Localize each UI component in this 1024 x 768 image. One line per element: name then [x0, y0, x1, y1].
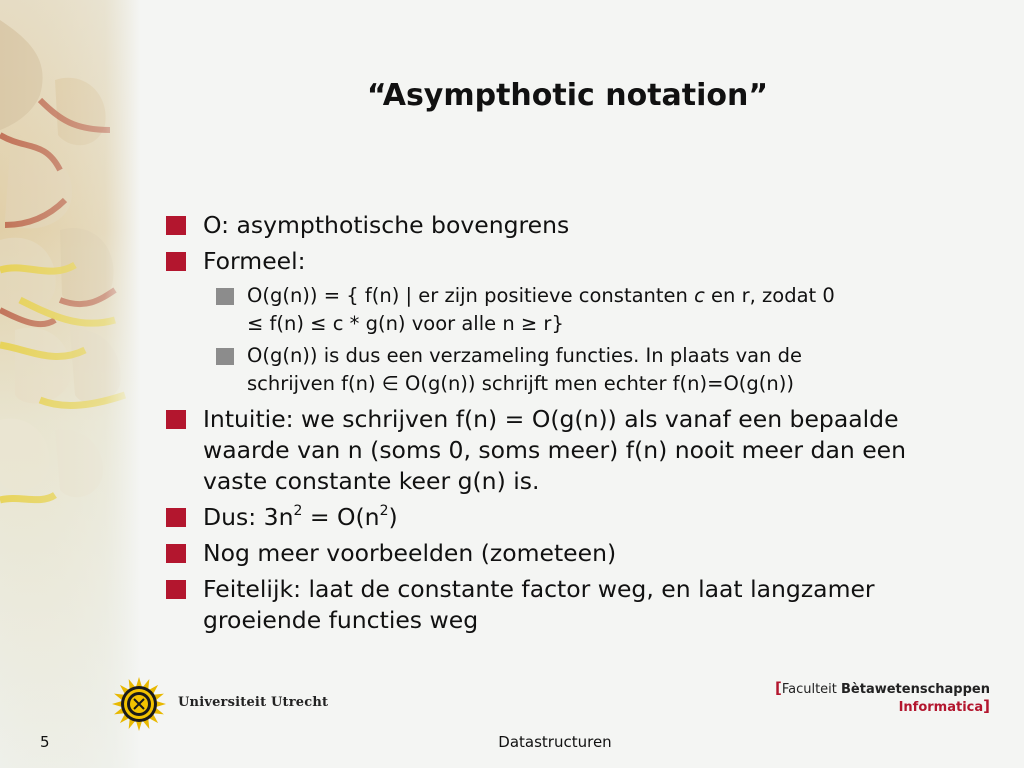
bullet-text: Formeel:: [203, 247, 306, 275]
sub-bullet-text: [247, 284, 835, 335]
bullet-text: [203, 503, 398, 531]
bracket-close: ]: [983, 697, 990, 715]
bullet-item: [166, 574, 993, 636]
bullet-text: Nog meer voorbeelden (zometeen): [203, 539, 617, 567]
bullet-text: Feitelijk: laat de constante factor weg, en laat langzamer groeiende functies weg: [203, 575, 875, 634]
text-part: = O(n: [302, 503, 380, 531]
text-part: O(g(n)) is dus een verzameling functies. In plaats van de: [247, 344, 802, 367]
italic-c: c: [694, 284, 705, 307]
bullet-text: O: asympthotische bovengrens: [203, 211, 570, 239]
slide-title: “Asympthotic notation”: [366, 78, 769, 113]
sub-bullet-item: [166, 342, 966, 398]
grey-bullet-icon: [216, 348, 234, 365]
text-part: schrijven f(n) ∈ O(g(n)) schrijft men echter f(n)=O(g(n)): [247, 372, 794, 395]
superscript: 2: [293, 503, 303, 520]
red-bullet-icon: [166, 252, 186, 271]
bullet-text: Intuitie: we schrijven f(n) = O(g(n)) als vanaf een bepaalde waarde van n (soms 0, soms meer) f(n) nooit meer dan een vaste constante keer g(n) is.: [203, 405, 907, 495]
text-part: Dus: 3n: [203, 503, 294, 531]
red-bullet-icon: [166, 508, 186, 527]
text-part: ): [388, 503, 398, 531]
bullet-item: [166, 502, 966, 533]
bullet-list: [166, 210, 966, 641]
decorative-cell-image: [0, 0, 140, 768]
bullet-item: [166, 210, 966, 241]
text-part: O(g(n)) = { f(n) | er zijn positieve constanten: [247, 284, 695, 307]
bracket-open: [: [774, 679, 782, 697]
faculty-name: Bètawetenschappen: [841, 682, 990, 697]
text-part: ≤ f(n) ≤ c * g(n) voor alle n ≥ r}: [247, 312, 564, 335]
university-name: Universiteit Utrecht: [178, 695, 329, 710]
university-seal-icon: [112, 677, 166, 731]
grey-bullet-icon: [216, 288, 234, 305]
faculty-word: Faculteit: [781, 682, 842, 697]
sub-bullet-item: [166, 282, 966, 338]
bullet-item: [166, 404, 943, 497]
red-bullet-icon: [166, 544, 186, 563]
footer-course-title: Datastructuren: [498, 733, 612, 751]
text-part: en r, zodat 0: [704, 284, 835, 307]
sub-bullet-text: [247, 344, 802, 395]
superscript: 2: [379, 503, 389, 520]
red-bullet-icon: [166, 410, 186, 429]
red-bullet-icon: [166, 580, 186, 599]
page-number: 5: [40, 733, 50, 751]
faculty-label: [775, 680, 990, 716]
bullet-item: [166, 246, 966, 277]
red-bullet-icon: [166, 216, 186, 235]
bullet-item: [166, 538, 966, 569]
department-name: Informatica: [898, 700, 984, 715]
